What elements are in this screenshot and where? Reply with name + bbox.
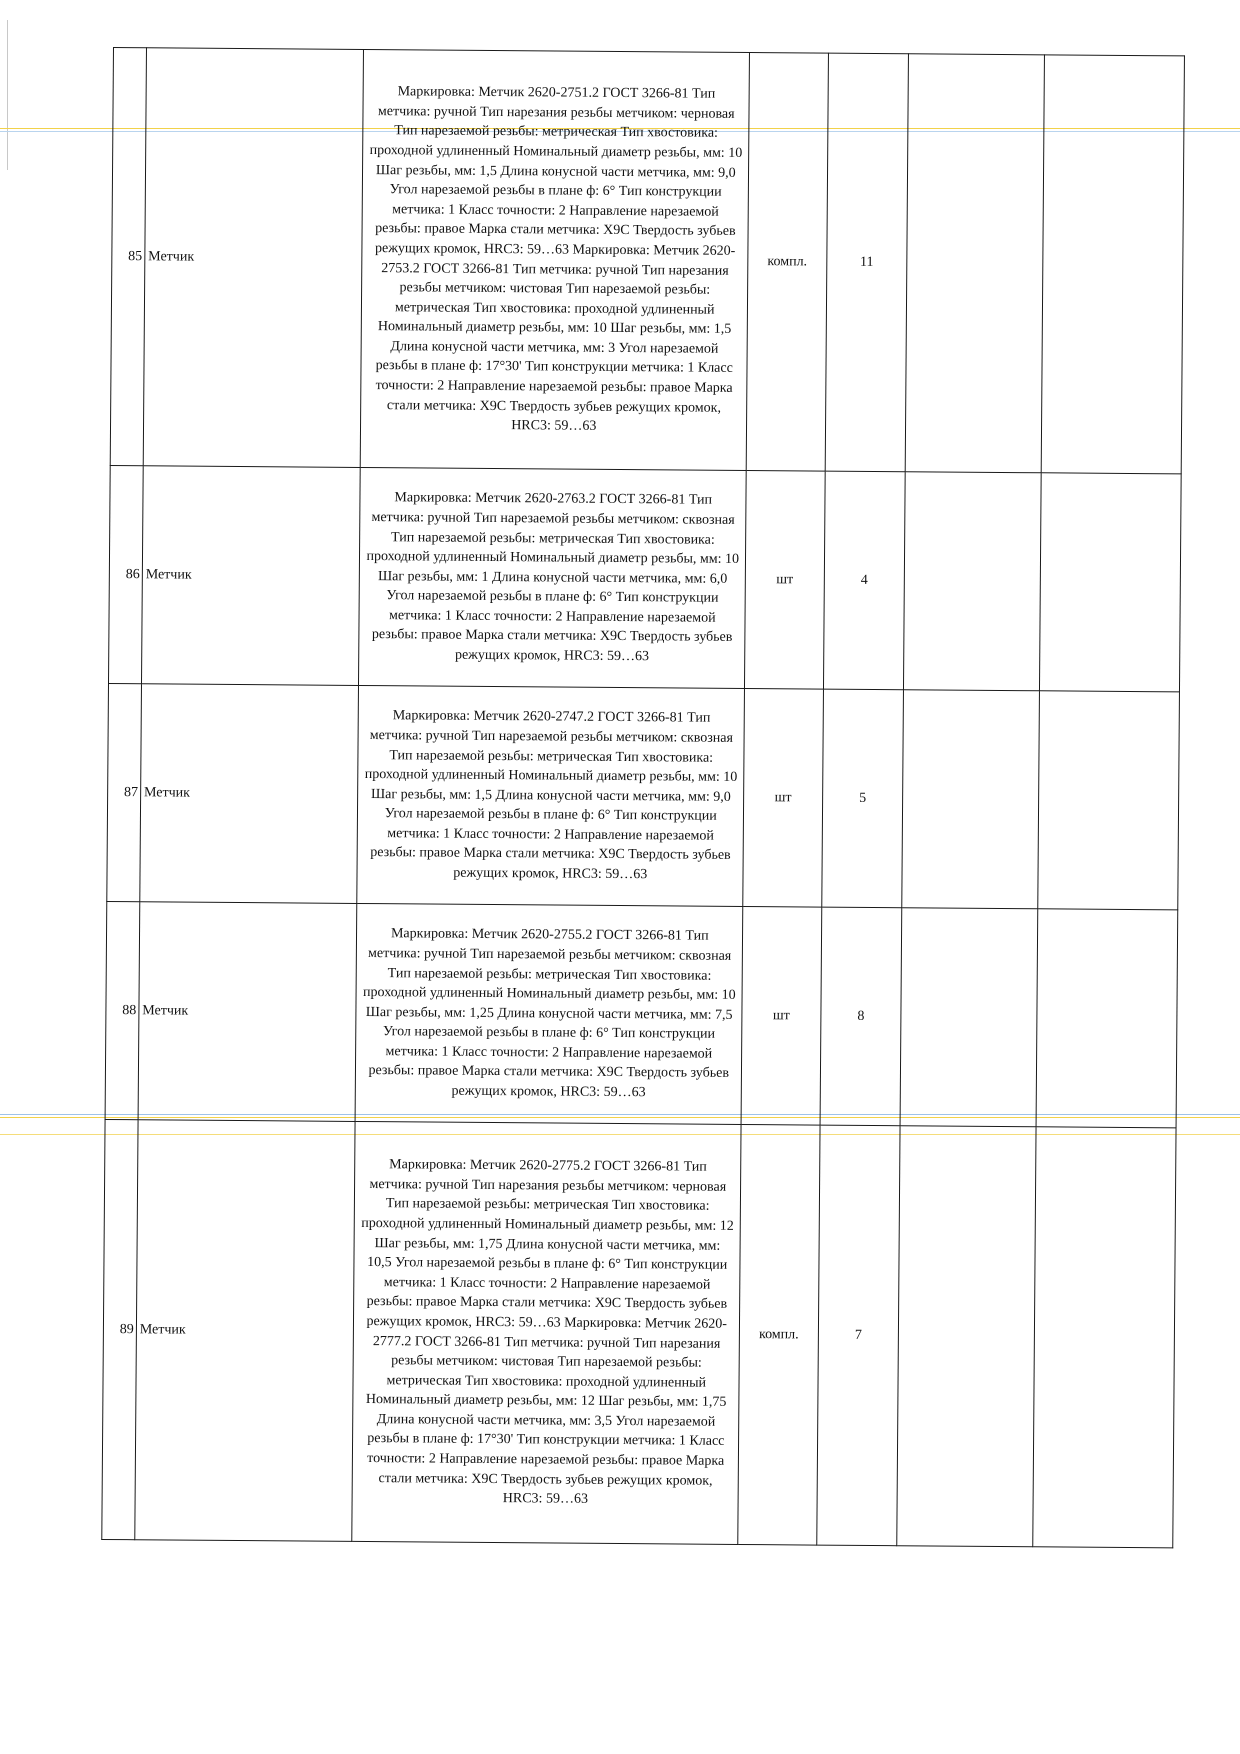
item-quantity: 5	[822, 689, 904, 908]
item-description: Маркировка: Метчик 2620-2751.2 ГОСТ 3266-81 Тип метчика: ручной Тип нарезания резьбы метчиком: черновая Тип нарезаемой резьбы: метрическая Тип хвостовика: проходной удлиненный Номинальный диаметр резьбы, мм: 10 Шаг резьбы, мм: 1,5 Длина конусной части метчика, мм: 9,0 Угол нарезаемой резьбы в плане ф: 6° Тип конструкции метчика: 1 Класс точности: 2 Направление нарезаемой резьбы: правое Марка стали метчика: Х9С Твердость зубьев режущих кромок, HRC3: 59…63 Маркировка: Метчик 2620-2753.2 ГОСТ 3266-81 Тип метчика: ручной Тип нарезания резьбы метчиком: чистовая Тип нарезаемой резьбы: метрическая Тип хвостовика: проходной удлиненный Номинальный диаметр резьбы, мм: 10 Шаг резьбы, мм: 1,5 Длина конусной части метчика, мм: 3 Угол нарезаемой резьбы в плане ф: 17°30' Тип конструкции метчика: 1 Класс точности: 2 Направление нарезаемой резьбы: правое Марка стали метчика: Х9С Твердость зубьев режущих кромок, HRC3: 59…63	[361, 49, 750, 470]
item-description: Маркировка: Метчик 2620-2775.2 ГОСТ 3266-81 Тип метчика: ручной Тип нарезания резьбы метчиком: черновая Тип нарезаемой резьбы: метрическая Тип хвостовика: проходной удлиненный Номинальный диаметр резьбы, мм: 12 Шаг резьбы, мм: 1,75 Длина конусной части метчика, мм: 10,5 Угол нарезаемой резьбы в плане ф: 6° Тип конструкции метчика: 1 Класс точности: 2 Направление нарезаемой резьбы: правое Марка стали метчика: Х9С Твердость зубьев режущих кромок, HRC3: 59…63 Маркировка: Метчик 2620-2777.2 ГОСТ 3266-81 Тип метчика: ручной Тип нарезания резьбы метчиком: чистовая Тип нарезаемой резьбы: метрическая Тип хвостовика: проходной удлиненный Номинальный диаметр резьбы, мм: 12 Шаг резьбы, мм: 1,75 Длина конусной части метчика, мм: 3,5 Угол нарезаемой резьбы в плане ф: 17°30' Тип конструкции метчика: 1 Класс точности: 2 Направление нарезаемой резьбы: правое Марка стали метчика: Х9С Твердость зубьев режущих кромок, HRC3: 59…63	[352, 1121, 741, 1544]
item-name: Метчик	[138, 902, 357, 1122]
item-unit: шт	[741, 906, 821, 1125]
empty-cell	[904, 472, 1042, 691]
table-row	[105, 901, 1178, 1127]
empty-cell	[1036, 909, 1178, 1128]
item-unit: шт	[745, 470, 825, 689]
row-number: 86	[109, 465, 144, 683]
empty-cell	[1038, 691, 1180, 910]
row-number: 88	[105, 901, 140, 1119]
specification-table	[101, 47, 1185, 1548]
item-unit: компл.	[738, 1124, 820, 1545]
empty-cell	[1040, 473, 1182, 692]
item-name: Метчик	[140, 684, 359, 904]
table-row	[110, 48, 1184, 474]
empty-cell	[1033, 1127, 1176, 1548]
item-description: Маркировка: Метчик 2620-2755.2 ГОСТ 3266-81 Тип метчика: ручной Тип нарезаемой резьбы метчиком: сквозная Тип нарезаемой резьбы: метрическая Тип хвостовика: проходной удлиненный Номинальный диаметр резьбы, мм: 10 Шаг резьбы, мм: 1,25 Длина конусной части метчика, мм: 7,5 Угол нарезаемой резьбы в плане ф: 6° Тип конструкции метчика: 1 Класс точности: 2 Направление нарезаемой резьбы: правое Марка стали метчика: Х9С Твердость зубьев режущих кромок, HRC3: 59…63	[356, 903, 743, 1124]
item-name: Метчик	[141, 466, 360, 686]
item-name: Метчик	[143, 48, 364, 468]
item-description: Маркировка: Метчик 2620-2747.2 ГОСТ 3266-81 Тип метчика: ручной Тип нарезаемой резьбы метчиком: сквозная Тип нарезаемой резьбы: метрическая Тип хвостовика: проходной удлиненный Номинальный диаметр резьбы, мм: 10 Шаг резьбы, мм: 1,5 Длина конусной части метчика, мм: 9,0 Угол нарезаемой резьбы в плане ф: 6° Тип конструкции метчика: 1 Класс точности: 2 Направление нарезаемой резьбы: правое Марка стали метчика: Х9С Твердость зубьев режущих кромок, HRC3: 59…63	[357, 685, 744, 906]
item-quantity: 11	[825, 53, 909, 472]
empty-cell	[897, 1126, 1036, 1547]
row-number: 87	[107, 683, 142, 901]
item-description: Маркировка: Метчик 2620-2763.2 ГОСТ 3266-81 Тип метчика: ручной Тип нарезаемой резьбы метчиком: сквозная Тип нарезаемой резьбы: метрическая Тип хвостовика: проходной удлиненный Номинальный диаметр резьбы, мм: 10 Шаг резьбы, мм: 1 Длина конусной части метчика, мм: 6,0 Угол нарезаемой резьбы в плане ф: 6° Тип конструкции метчика: 1 Класс точности: 2 Направление нарезаемой резьбы: правое Марка стали метчика: Х9С Твердость зубьев режущих кромок, HRC3: 59…63	[359, 467, 746, 688]
table-row	[102, 1119, 1176, 1547]
item-unit: компл.	[746, 52, 828, 471]
item-quantity: 4	[823, 471, 905, 690]
empty-cell	[1041, 55, 1184, 474]
row-number: 85	[110, 48, 146, 466]
empty-cell	[902, 690, 1040, 909]
item-name: Метчик	[135, 1120, 356, 1542]
scan-edge-line	[7, 20, 8, 170]
item-quantity: 7	[817, 1125, 901, 1546]
item-unit: шт	[743, 688, 823, 907]
table-row	[107, 683, 1180, 909]
empty-cell	[905, 54, 1044, 473]
row-number: 89	[102, 1119, 138, 1539]
empty-cell	[900, 908, 1038, 1127]
item-quantity: 8	[820, 907, 902, 1126]
table-row	[109, 465, 1182, 691]
